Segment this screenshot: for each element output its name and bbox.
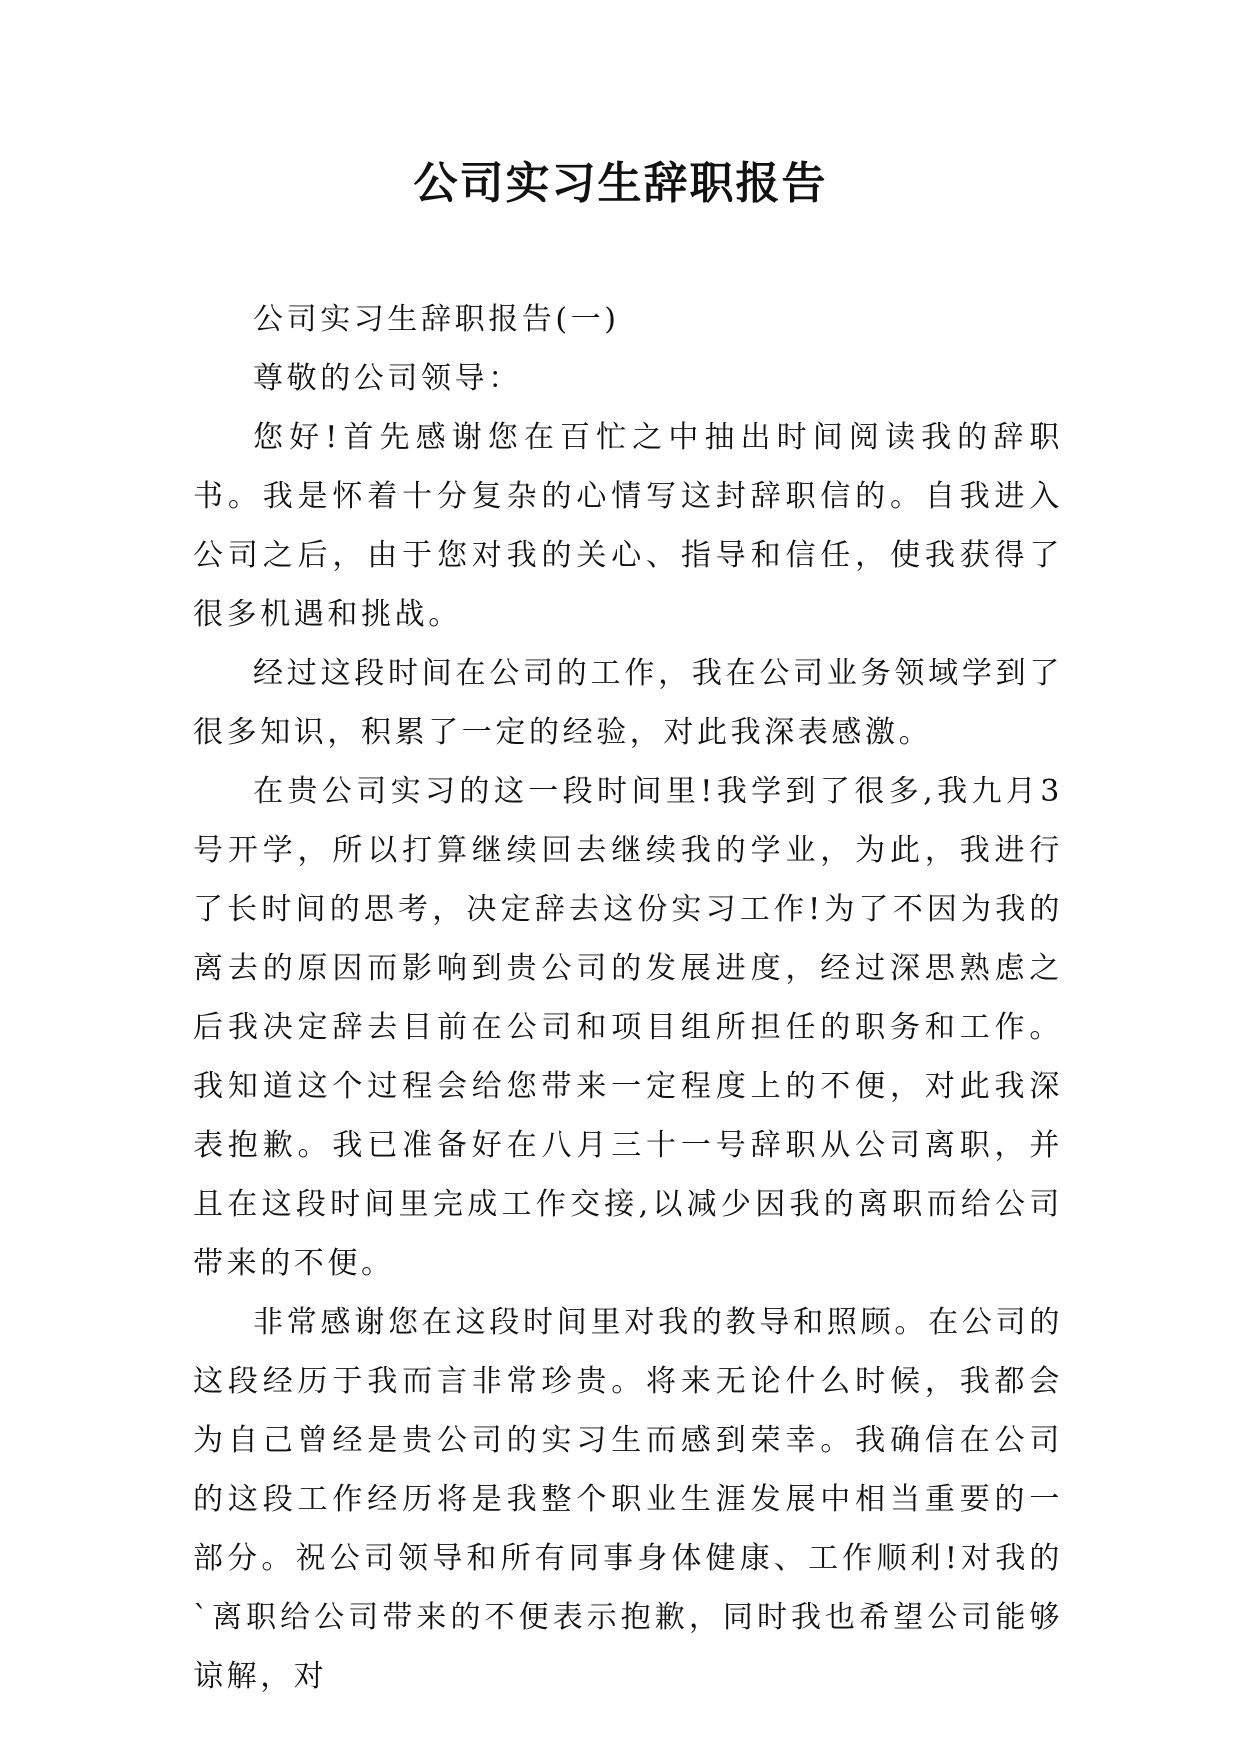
document-body	[193, 290, 1063, 1706]
paragraph: 经过这段时间在公司的工作，我在公司业务领域学到了很多知识，积累了一定的经验，对此我深表感激。	[193, 656, 1063, 750]
document-title: 公司实习生辞职报告	[413, 158, 828, 209]
paragraph-salutation: 尊敬的公司领导：	[253, 361, 522, 396]
paragraph: 非常感谢您在这段时间里对我的教导和照顾。在公司的这段经历于我而言非常珍贵。将来无论什么时候，我都会为自己曾经是贵公司的实习生而感到荣幸。我确信在公司的这段工作经历将是我整个职业生涯发展中相当重要的一部分。祝公司领导和所有同事身体健康、工作顺利!对我的`离职给公司带来的不便表示抱歉，同时我也希望公司能够谅解，对	[193, 1305, 1063, 1694]
paragraph: 您好!首先感谢您在百忙之中抽出时间阅读我的辞职书。我是怀着十分复杂的心情写这封辞职信的。自我进入公司之后，由于您对我的关心、指导和信任，使我获得了很多机遇和挑战。	[193, 420, 1063, 632]
paragraph-heading: 公司实习生辞职报告(一)	[253, 302, 620, 337]
paragraph: 在贵公司实习的这一段时间里!我学到了很多,我九月3号开学，所以打算继续回去继续我的学业，为此，我进行了长时间的思考，决定辞去这份实习工作!为了不因为我的离去的原因而影响到贵公司的发展进度，经过深思熟虑之后我决定辞去目前在公司和项目组所担任的职务和工作。我知道这个过程会给您带来一定程度上的不便，对此我深表抱歉。我已准备好在八月三十一号辞职从公司离职，并且在这段时间里完成工作交接,以减少因我的离职而给公司带来的不便。	[193, 774, 1063, 1281]
